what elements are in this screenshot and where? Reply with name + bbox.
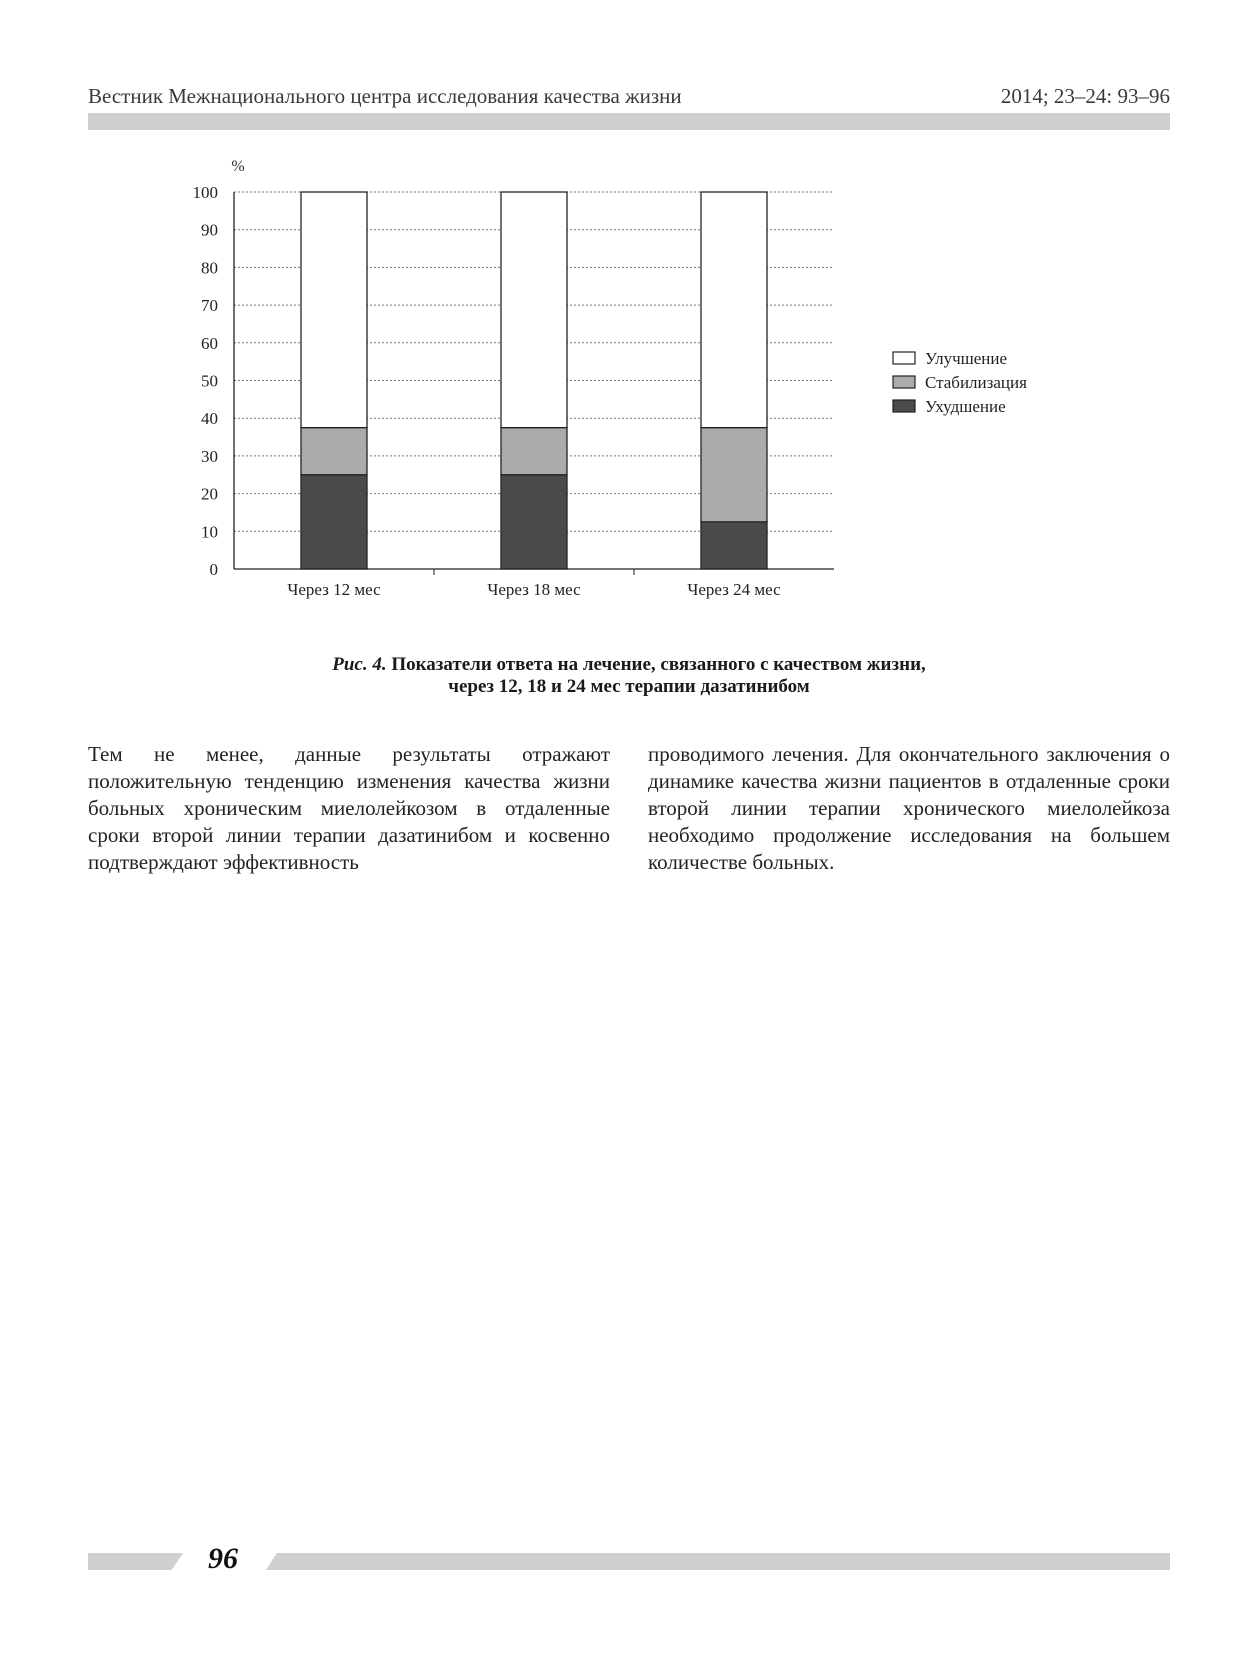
caption-line-1: Показатели ответа на лечение, связанного с качеством жизни, — [391, 654, 926, 675]
body-text-right: проводимого лечения. Для окончательного заключения о динамике качества жизни пациентов в отдаленные сроки второй линии терапии хронического миелолейкоза необходимо продолжение исследования на большем количестве больных. — [648, 742, 1170, 874]
legend-swatch — [893, 400, 915, 412]
bar-segment — [701, 522, 767, 569]
bar-segment — [501, 428, 567, 475]
figure-caption — [0, 654, 1258, 698]
legend-swatch — [893, 352, 915, 364]
journal-title: Вестник Межнационального центра исследования качества жизни — [88, 84, 682, 108]
bar-segment — [701, 192, 767, 428]
bar-segment — [301, 192, 367, 428]
legend-label: Ухудшение — [925, 397, 1006, 416]
y-tick-label: 70 — [201, 296, 218, 316]
y-tick-label: 80 — [201, 258, 218, 278]
bar-segment — [701, 428, 767, 522]
citation-info: 2014; 23–24: 93–96 — [1000, 84, 1170, 108]
y-tick-label: 90 — [201, 220, 218, 240]
y-tick-label: 0 — [209, 560, 218, 579]
y-tick-label: 60 — [201, 333, 218, 353]
bar-segment — [501, 192, 567, 428]
footer-bar-left — [88, 1553, 183, 1570]
bar-segment — [501, 475, 567, 569]
y-tick-label: 40 — [201, 409, 218, 429]
y-axis-label: % — [231, 158, 245, 175]
y-tick-label: 20 — [201, 484, 218, 504]
x-tick-label: Через 12 мес — [287, 580, 381, 599]
caption-line-2: через 12, 18 и 24 мес терапии дазатинибом — [448, 676, 810, 697]
y-tick-label: 100 — [192, 183, 218, 202]
legend-label: Стабилизация — [925, 373, 1027, 392]
body-text-left: Тем не менее, данные результаты отражают положительную тенденцию изменения качества жизни больных хроническим миелолейкозом в отдаленные сроки второй линии терапии дазатинибом и косвенно подтверждают эффективность — [88, 742, 610, 874]
x-tick-label: Через 24 мес — [687, 580, 781, 599]
legend-label: Улучшение — [925, 349, 1008, 368]
stacked-bar-chart — [0, 0, 1258, 640]
bar-segment — [301, 475, 367, 569]
figure-label: Рис. 4. — [332, 654, 387, 675]
y-tick-label: 50 — [201, 371, 218, 391]
y-tick-label: 10 — [201, 522, 218, 542]
footer-bar-right — [266, 1553, 1170, 1570]
legend-swatch — [893, 376, 915, 388]
x-tick-label: Через 18 мес — [487, 580, 581, 599]
page-number: 96 — [208, 1542, 238, 1575]
y-tick-label: 30 — [201, 446, 218, 466]
bar-segment — [301, 428, 367, 475]
